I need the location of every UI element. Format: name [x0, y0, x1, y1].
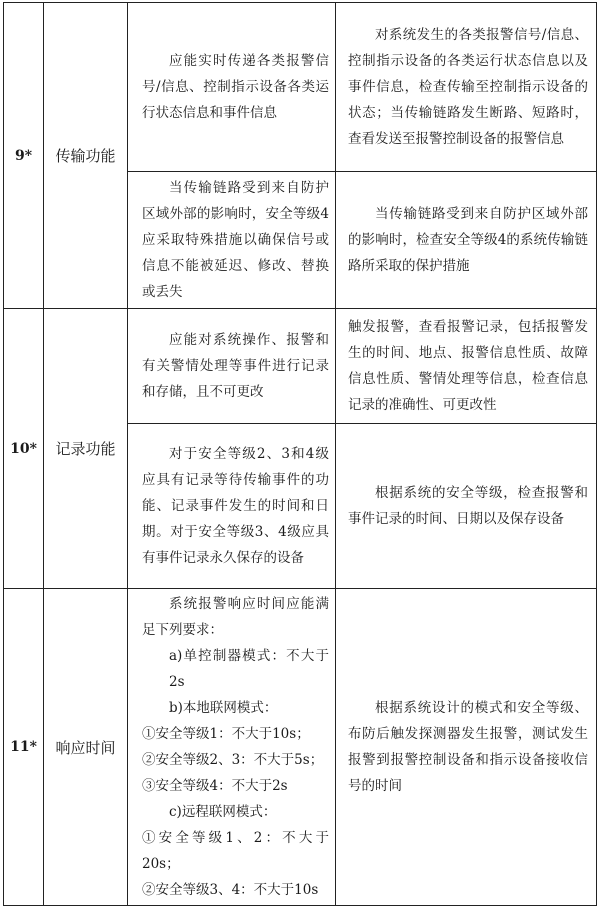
check-method-text: 当传输链路受到来自防护区域外部的影响时，检查安全等级4的系统传输链路所采取的保护措施: [348, 206, 588, 274]
requirement-line: ①安全等级1：不大于10s；: [142, 726, 310, 742]
requirement-text: 应能对系统操作、报警和有关警情处理等事件进行记录和存储，且不可更改: [142, 332, 329, 400]
requirement-line: a)单控制器模式：不大于2s: [169, 648, 329, 690]
requirement-cell: [128, 3, 336, 172]
requirement-line: ①安全等级1、2：不大于20s；: [142, 830, 329, 872]
check-method-text: 对系统发生的各类报警信号/信息、控制指示设备的各类运行状态信息以及事件信息，检查传输至控制指示设备的状态；当传输链路发生断路、短路时，查看发送至报警控制设备的报警信息: [348, 27, 588, 147]
requirement-line: b)本地联网模式：: [169, 700, 278, 716]
requirement-line: c)远程联网模式：: [169, 804, 277, 820]
item-function: 传输功能: [44, 3, 128, 309]
requirement-text: 当传输链路受到来自防护区域外部的影响时，安全等级4应采取特殊措施以确保信号或信息不能被延迟、修改、替换或丢失: [142, 180, 329, 300]
requirement-text: 对于安全等级2、3和4级应具有记录等待传输事件的功能、记录事件发生的时间和日期。对于安全等级3、4级应具有事件记录永久保存的设备: [142, 446, 329, 566]
requirement-text: 应能实时传递各类报警信号/信息、控制指示设备各类运行状态信息和事件信息: [142, 53, 329, 121]
table-row: [4, 309, 597, 424]
check-method-text: 根据系统的安全等级，检查报警和事件记录的时间、日期以及保存设备: [348, 485, 588, 527]
item-function: 响应时间: [44, 589, 128, 906]
requirement-cell: [128, 172, 336, 309]
item-number: 10*: [4, 309, 44, 589]
check-method-text: 触发报警，查看报警记录，包括报警发生的时间、地点、报警信息性质、故障信息性质、警情处理等信息，检查信息记录的准确性、可更改性: [348, 319, 588, 413]
check-method-cell: [336, 309, 597, 424]
item-function: 记录功能: [44, 309, 128, 589]
requirement-line: ③安全等级4：不大于2s: [142, 778, 288, 794]
check-method-text: 根据系统设计的模式和安全等级、布防后触发探测器发生报警，测试发生报警到报警控制设备和指示设备接收信号的时间: [348, 700, 588, 794]
requirement-cell: [128, 424, 336, 589]
table-row: [4, 3, 597, 172]
item-number: 11*: [4, 589, 44, 906]
check-method-cell: [336, 3, 597, 172]
requirement-line: ②安全等级2、3：不大于5s；: [142, 752, 324, 768]
requirement-line: ②安全等级3、4：不大于10s: [142, 882, 319, 898]
item-number: 9*: [4, 3, 44, 309]
requirement-cell: [128, 309, 336, 424]
requirement-intro: 系统报警响应时间应能满足下列要求：: [142, 596, 329, 638]
check-method-cell: [336, 172, 597, 309]
inspection-table: [3, 2, 597, 906]
check-method-cell: [336, 424, 597, 589]
